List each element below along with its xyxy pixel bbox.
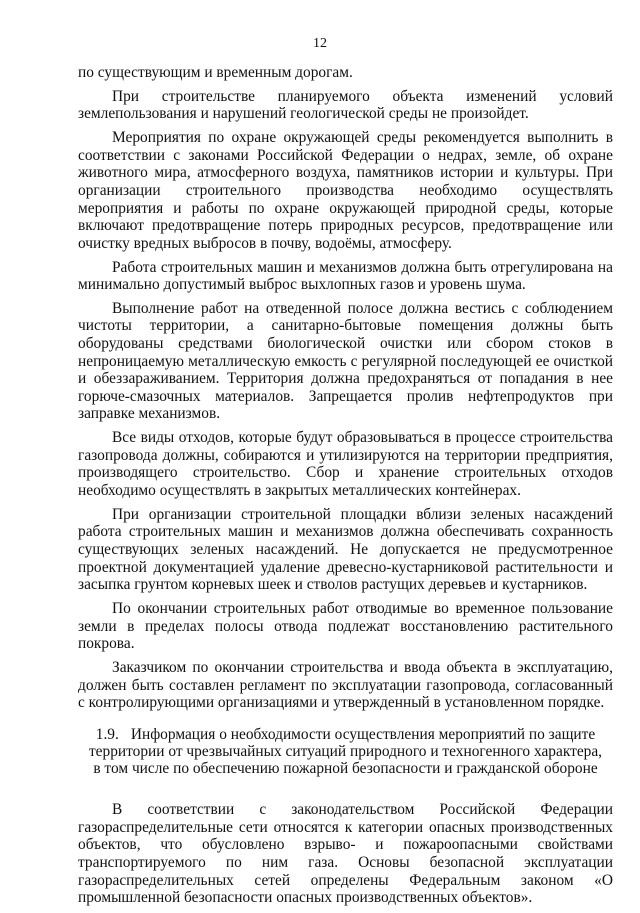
paragraph: Все виды отходов, которые будут образовываться в процессе строительства газопровода должны, собираются и утилизируются на территории предприятия, производящего строительство. Сбор и хранение строительных отходов необходимо осуществлять в закрытых металлических контейнерах. xyxy=(78,429,613,499)
paragraph: Заказчиком по окончании строительства и ввода объекта в эксплуатацию, должен быть составлен регламент по эксплуатации газопровода, согласованный с контролирующими организациями и утвержденный в установленном порядке. xyxy=(78,658,613,712)
section-number: 1.9. xyxy=(95,725,119,743)
paragraph: Выполнение работ на отведенной полосе должна вестись с соблюдением чистоты территории, а санитарно-бытовые помещения должны быть оборудованы средствами биологической очистки или сбором стоков в непроницаемую металлическую емкость с регулярной последующей ее очисткой и обеззараживанием. Территория должна предохраняться от попадания в нее горюче-смазочных материалов. Запрещается пролив нефтепродуктов при заправке механизмов. xyxy=(78,299,613,423)
section-title: Информация о необходимости осуществления мероприятий по защите территории от чрезвычайных ситуаций природного и техногенного характера, в том числе по обеспечению пожарной безопасности и гражданской обороне xyxy=(88,725,603,778)
paragraphs-before-section xyxy=(78,64,613,712)
paragraph: Работа строительных машин и механизмов должна быть отрегулирована на минимально допустимый выброс выхлопных газов и уровень шума. xyxy=(78,258,613,294)
paragraph: По окончании строительных работ отводимые во временное пользование земли в пределах полосы отвода подлежат восстановлению растительного покрова. xyxy=(78,599,613,653)
paragraph: При строительстве планируемого объекта изменений условий землепользования и нарушений геологической среды не произойдет. xyxy=(78,87,613,123)
paragraph: При организации строительной площадки вблизи зеленых насаждений работа строительных машин и механизмов должна обеспечивать сохранность существующих зеленых насаждений. Не допускается не предусмотренное проектной документацией удаление древесно-кустарниковой растительности и засыпка грунтом корневых шеек и стволов растущих деревьев и кустарников. xyxy=(78,505,613,594)
body-text xyxy=(78,64,613,913)
section-heading xyxy=(78,726,613,778)
paragraph: В соответствии с законодательством Российской Федерации газораспределительные сети относятся к категории опасных производственных объектов, что обусловлено взрыво- и пожароопасными свойствами транспортируемого по ним газа. Основы безопасной эксплуатации газораспределительных сетей определены Федеральным законом «О промышленной безопасности опасных производственных объектов». xyxy=(78,801,613,907)
page-number: 12 xyxy=(313,36,327,51)
paragraphs-after-section xyxy=(78,801,613,907)
paragraph: по существующим и временным дорогам. xyxy=(78,64,353,81)
paragraph: Мероприятия по охране окружающей среды рекомендуется выполнить в соответствии с законами Российской Федерации о недрах, земле, об охране животного мира, атмосферного воздуха, памятников истории и культуры. При организации строительного производства необходимо осуществлять мероприятия и работы по охране окружающей природной среды, которые включают предотвращение потерь природных ресурсов, предотвращение или очистку вредных выбросов в почву, водоёмы, атмосферу. xyxy=(78,129,613,252)
